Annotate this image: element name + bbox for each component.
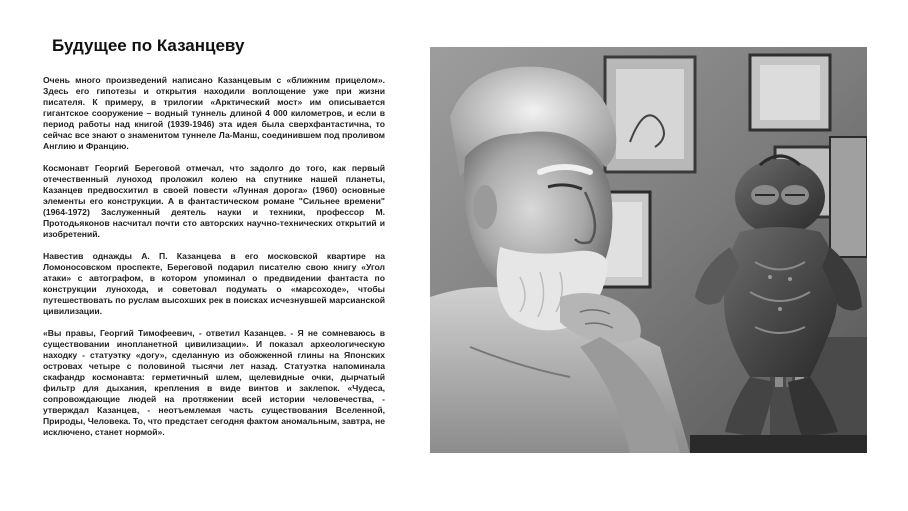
paragraph-1: Очень много произведений написано Казанцевым с «ближним прицелом». Здесь его гипотезы и открытия находили воплощение уже при жизни писателя. К примеру, в трилогии «Арктический мост» им описывается гигантское сооружение – водный туннель длиной 4 000 километров, и если в период работы над книгой (1939-1946) эта идея была сверхфантастична, то сейчас все знают о знаменитом туннеле Ла-Манш, соединившем под проливом Англию и Францию.	[43, 75, 385, 151]
paragraph-3: Навестив однажды А. П. Казанцева в его московской квартире на Ломоносовском проспекте, Береговой подарил писателю свою книгу «Угол атаки» с автографом, в котором упоминал о предвидении фантаста по конструкции лунохода, и советовал подумать о «марсоходе», чтобы путешествовать по руслам высохших рек в поисках исчезнувшей марсианской цивилизации.	[43, 251, 385, 316]
paragraph-4: «Вы правы, Георгий Тимофеевич, - ответил Казанцев. - Я не сомневаюсь в существовании инопланетной цивилизации». И показал археологическую находку - статуэтку «догу», сделанную из обожженной глины на Японских островах четыре с половиной тысячи лет назад. Статуэтка напоминала скафандр космонавта: герметичный шлем, щелевидные очки, дырчатый фильтр для дыхания, крепления в виде винтов и заклепок. «Чудеса, сопровождающие людей на протяжении всей истории человечества, - утверждал Казанцев, - неотъемлемая часть существования Вселенной, Природы, Человека. То, что предстает сегодня фактом аномальным, завтра, не исключено, станет нормой».	[43, 328, 385, 437]
slide-title: Будущее по Казанцеву	[52, 36, 245, 55]
portrait-photo-illustration	[430, 47, 867, 453]
portrait-photo	[430, 47, 867, 453]
text-column	[43, 75, 385, 449]
paragraph-2: Космонавт Георгий Береговой отмечал, что задолго до того, как первый отечественный луноход проложил колею на спутнике нашей планеты, Казанцев предвосхитил в своей повести «Лунная дорога» (1960) основные элементы его конструкции. А в фантастическом романе "Сильнее времени" (1964-1972) Заслуженный деятель науки и техники, профессор М. Протодьяконов насчитал почти сто авторских научно-технических открытий и изобретений.	[43, 163, 385, 239]
